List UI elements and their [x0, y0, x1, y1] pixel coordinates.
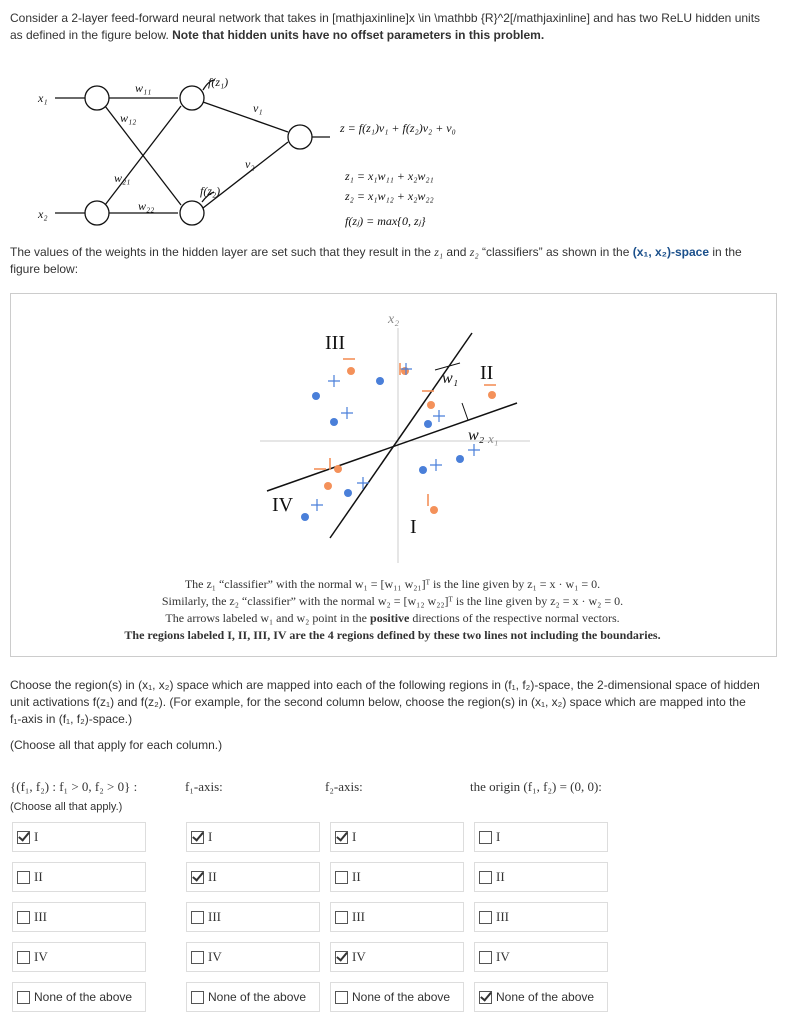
checkbox-unchecked[interactable]: [335, 991, 348, 1004]
checkbox-unchecked[interactable]: [479, 911, 492, 924]
option-col2-IV[interactable]: [186, 942, 320, 972]
w2-arrow-label: w₂: [468, 427, 485, 444]
region-III-label: III: [325, 332, 345, 354]
intro-text: [10, 10, 780, 44]
values-text-and: and: [443, 245, 470, 259]
checkbox-unchecked[interactable]: [17, 871, 30, 884]
w21-label: w₂₁: [114, 171, 131, 185]
column-3-header: f₂-axis:: [325, 779, 363, 794]
option-col4-I[interactable]: [474, 822, 608, 852]
option-label: IV: [34, 949, 48, 964]
z2-equation: z₂ = x₁w₁₂ + x₂w₂₂: [345, 189, 434, 203]
caption-3b: positive: [370, 611, 410, 625]
option-label: None of the above: [352, 990, 451, 1004]
caption-line-3: [10, 610, 775, 627]
column-1-header: {(f₁, f₂) : f₁ > 0, f₂ > 0} :: [10, 779, 138, 794]
intro-line-1: Consider a 2-layer feed-forward neural network that takes in [mathjaxinline]x \in \mathbb {R}^2[/mathjaxinline] and has two ReLU hidden units: [10, 11, 761, 25]
option-label: I: [34, 829, 39, 844]
caption-3c: directions of the respective normal vectors.: [409, 611, 620, 625]
z1-symbol: z₁: [434, 245, 444, 259]
option-col2-II[interactable]: [186, 862, 320, 892]
option-label: III: [208, 909, 221, 924]
caption-line-2: Similarly, the z₂ “classifier” with the normal w₂ = [w₁₂ w₂₂]ᵀ is the line given by z₂ = x · w₂ = 0.: [161, 594, 624, 608]
column-4-header: the origin (f₁, f₂) = (0, 0):: [470, 779, 602, 794]
instructions-line-3: f₁-axis in (f₁, f₂)-space.): [10, 712, 133, 726]
z-equation: z = f(z₁)v₁ + f(z₂)v₂ + v₀: [340, 121, 456, 135]
option-label: III: [352, 909, 365, 924]
checkbox-checked[interactable]: [335, 831, 348, 844]
x1-label: x₁: [38, 91, 48, 105]
caption-3a: The arrows labeled w₁ and w₂ point in the: [165, 611, 371, 625]
option-label: II: [34, 869, 43, 884]
checkbox-unchecked[interactable]: [17, 911, 30, 924]
fz1-label: f(z₁): [208, 75, 229, 89]
region-II-label: II: [480, 362, 494, 384]
option-label: None of the above: [208, 990, 307, 1004]
option-label: II: [352, 869, 361, 884]
checkbox-unchecked[interactable]: [191, 991, 204, 1004]
option-label: None of the above: [496, 990, 595, 1004]
intro-bold-note: Note that hidden units have no offset parameters in this problem.: [172, 28, 545, 42]
option-label: IV: [352, 949, 366, 964]
option-col2-I[interactable]: [186, 822, 320, 852]
option-col1-I[interactable]: [12, 822, 146, 852]
option-col3-I[interactable]: [330, 822, 464, 852]
region-figure: [10, 293, 775, 578]
option-col4-IV[interactable]: [474, 942, 608, 972]
option-label: IV: [496, 949, 510, 964]
values-text-c: in the: [709, 245, 742, 259]
option-label: None of the above: [34, 990, 133, 1004]
option-col1-II[interactable]: [12, 862, 146, 892]
fz2-label: f(z₂): [200, 184, 221, 198]
column-2-header: f₁-axis:: [185, 779, 223, 794]
column-1-subheader: (Choose all that apply.): [10, 801, 123, 813]
region-IV-label: IV: [272, 494, 294, 516]
checkbox-unchecked[interactable]: [191, 951, 204, 964]
option-label: III: [496, 909, 509, 924]
w12-label: w₁₂: [120, 111, 137, 125]
checkbox-checked[interactable]: [17, 831, 30, 844]
option-col2-III[interactable]: [186, 902, 320, 932]
option-col4-none[interactable]: [474, 982, 608, 1012]
checkbox-unchecked[interactable]: [191, 911, 204, 924]
network-diagram: [0, 60, 792, 235]
w22-label: w₂₂: [138, 199, 155, 213]
x2-label: x₂: [38, 207, 48, 221]
option-col1-III[interactable]: [12, 902, 146, 932]
checkbox-unchecked[interactable]: [479, 871, 492, 884]
v1-label: v₁: [253, 101, 263, 115]
option-col3-none[interactable]: [330, 982, 464, 1012]
values-text-b: “classifiers” as shown in the: [478, 245, 633, 259]
v2-label: v₂: [245, 157, 255, 171]
relu-equation: f(zⱼ) = max{0, zⱼ}: [345, 214, 426, 228]
space-highlight: (x₁, x₂)-space: [632, 245, 710, 259]
option-col1-IV[interactable]: [12, 942, 146, 972]
option-label: II: [208, 869, 217, 884]
checkbox-checked[interactable]: [335, 951, 348, 964]
intro-line-2: [10, 27, 780, 44]
checkbox-checked[interactable]: [191, 871, 204, 884]
option-label: I: [352, 829, 357, 844]
caption-line-4: The regions labeled I, II, III, IV are the 4 regions defined by these two lines not including the boundaries.: [124, 628, 661, 642]
instructions-line-1: Choose the region(s) in (x₁, x₂) space which are mapped into each of the following regions in (f₁, f₂)-space, the 2-dimensional space of hidden: [10, 678, 760, 692]
w11-label: w₁₁: [135, 81, 152, 95]
values-text-a: The values of the weights in the hidden layer are set such that they result in the: [10, 245, 435, 259]
checkbox-unchecked[interactable]: [479, 951, 492, 964]
instructions-line-4: (Choose all that apply for each column.): [10, 738, 223, 752]
option-label: I: [496, 829, 501, 844]
option-label: III: [34, 909, 47, 924]
option-col1-none[interactable]: [12, 982, 146, 1012]
instructions-line-2: unit activations f(z₁) and f(z₂). (For example, for the second column below, choose the region(s) in (x₁, x₂) space which are mapped into the: [10, 695, 746, 709]
checkbox-unchecked[interactable]: [479, 831, 492, 844]
option-label: IV: [208, 949, 222, 964]
checkbox-checked[interactable]: [479, 991, 492, 1004]
z2-symbol: z₂: [469, 245, 479, 259]
checkbox-unchecked[interactable]: [17, 951, 30, 964]
option-col4-II[interactable]: [474, 862, 608, 892]
values-text-line-2: figure below:: [10, 262, 79, 276]
values-text: [10, 244, 780, 278]
option-col3-II[interactable]: [330, 862, 464, 892]
checkbox-unchecked[interactable]: [335, 911, 348, 924]
checkbox-unchecked[interactable]: [335, 871, 348, 884]
option-label: II: [496, 869, 505, 884]
option-col3-III[interactable]: [330, 902, 464, 932]
figure-caption: [10, 576, 775, 644]
option-col3-IV[interactable]: [330, 942, 464, 972]
region-I-label: I: [410, 516, 417, 538]
checkbox-unchecked[interactable]: [17, 991, 30, 1004]
intro-plain: as defined in the figure below.: [10, 28, 173, 42]
w1-arrow-label: w₁: [442, 370, 459, 387]
checkbox-checked[interactable]: [191, 831, 204, 844]
x1-axis-label: x₁: [488, 431, 499, 446]
z1-equation: z₁ = x₁w₁₁ + x₂w₂₁: [345, 169, 434, 183]
option-col2-none[interactable]: [186, 982, 320, 1012]
option-label: I: [208, 829, 213, 844]
x2-axis-label: x₂: [388, 312, 400, 327]
option-col4-III[interactable]: [474, 902, 608, 932]
instructions: [10, 677, 780, 754]
caption-line-1: The z₁ “classifier” with the normal w₁ = [w₁₁ w₂₁]ᵀ is the line given by z₁ = x · w₁ = 0.: [184, 577, 601, 591]
